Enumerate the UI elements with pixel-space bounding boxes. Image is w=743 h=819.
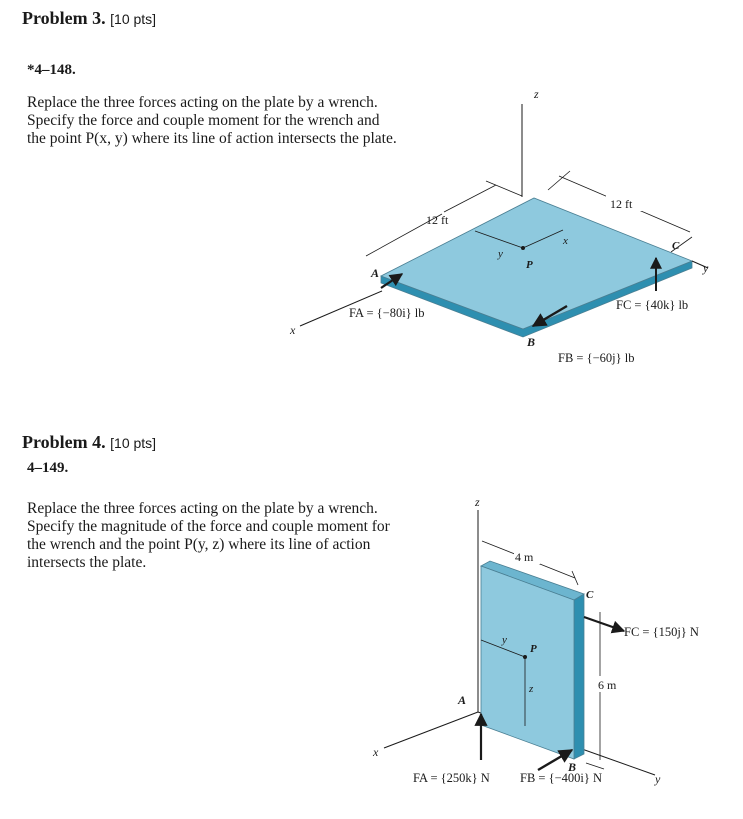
problem-4-number: 4–149. (27, 460, 69, 476)
p4-dim-top-ext (572, 571, 578, 585)
problem-3-line-1: Replace the three forces acting on the plate by a wrench. (27, 94, 378, 111)
p4-x-axis (384, 712, 478, 748)
p4-inner-y-label: y (502, 634, 507, 646)
problem-3-number: *4–148. (27, 62, 76, 78)
p4-y-axis-label: y (655, 772, 661, 786)
problem-3-points: [10 pts] (110, 11, 157, 27)
problem-4-line-1: Replace the three forces acting on the plate by a wrench. (27, 500, 378, 517)
p4-dim-side-ext (586, 763, 604, 769)
problem-3-heading: Problem 3. [10 pts] (22, 8, 157, 28)
p4-force-b-label: FB = {−400i} N (520, 771, 603, 785)
problem-3-line-2: Specify the force and couple moment for the wrench and (27, 112, 380, 129)
p4-point-p (523, 655, 527, 659)
problem-4-points: [10 pts] (110, 435, 157, 451)
p4-x-axis-label: x (373, 745, 379, 759)
p4-c-label: C (586, 589, 594, 601)
p4-b-label: B (568, 760, 577, 774)
p3-dim-left: 12 ft (426, 213, 449, 227)
p4-force-b-arrow (538, 750, 572, 770)
p3-b-label: B (527, 335, 536, 349)
problem-4-title: Problem 4 (22, 432, 102, 452)
problem-4-line-4: intersects the plate. (27, 554, 147, 571)
p4-a-label: A (458, 693, 467, 707)
p4-force-a-label: FA = {250k} N (413, 771, 490, 785)
p4-force-c-label: FC = {150j} N (624, 625, 699, 639)
p4-force-c-arrow (584, 617, 624, 631)
p4-plate-edge-right (574, 594, 584, 759)
p3-a-label: A (371, 266, 380, 280)
p3-z-axis-label: z (534, 87, 539, 101)
problem-4-heading: Problem 4. [10 pts] (22, 432, 157, 452)
problem-4-line-3: the wrench and the point P(y, z) where its line of action (27, 536, 371, 553)
p3-x-axis-label: x (290, 323, 296, 337)
p3-dim-right: 12 ft (610, 197, 633, 211)
p4-inner-z-label: z (529, 683, 534, 695)
p4-z-axis-label: z (475, 495, 480, 509)
p3-force-a-label: FA = {−80i} lb (349, 306, 425, 320)
p3-p-label: P (526, 259, 533, 271)
p4-p-label: P (530, 643, 537, 655)
p3-force-b-label: FB = {−60j} lb (558, 351, 635, 365)
p3-c-label: C (672, 240, 680, 252)
p4-dim-top: 4 m (515, 550, 534, 564)
p4-plate-face (481, 566, 574, 759)
p3-y-axis-label: y (703, 261, 709, 275)
p3-inner-y-label: y (498, 248, 503, 260)
p4-dim-side: 6 m (598, 678, 617, 692)
p3-inner-x-label: x (563, 235, 568, 247)
p3-force-c-label: FC = {40k} lb (616, 298, 689, 312)
problem-3-line-3: the point P(x, y) where its line of action intersects the plate. (27, 130, 397, 147)
problem-3-title: Problem 3 (22, 8, 102, 28)
problem-4-line-2: Specify the magnitude of the force and couple moment for (27, 518, 390, 535)
